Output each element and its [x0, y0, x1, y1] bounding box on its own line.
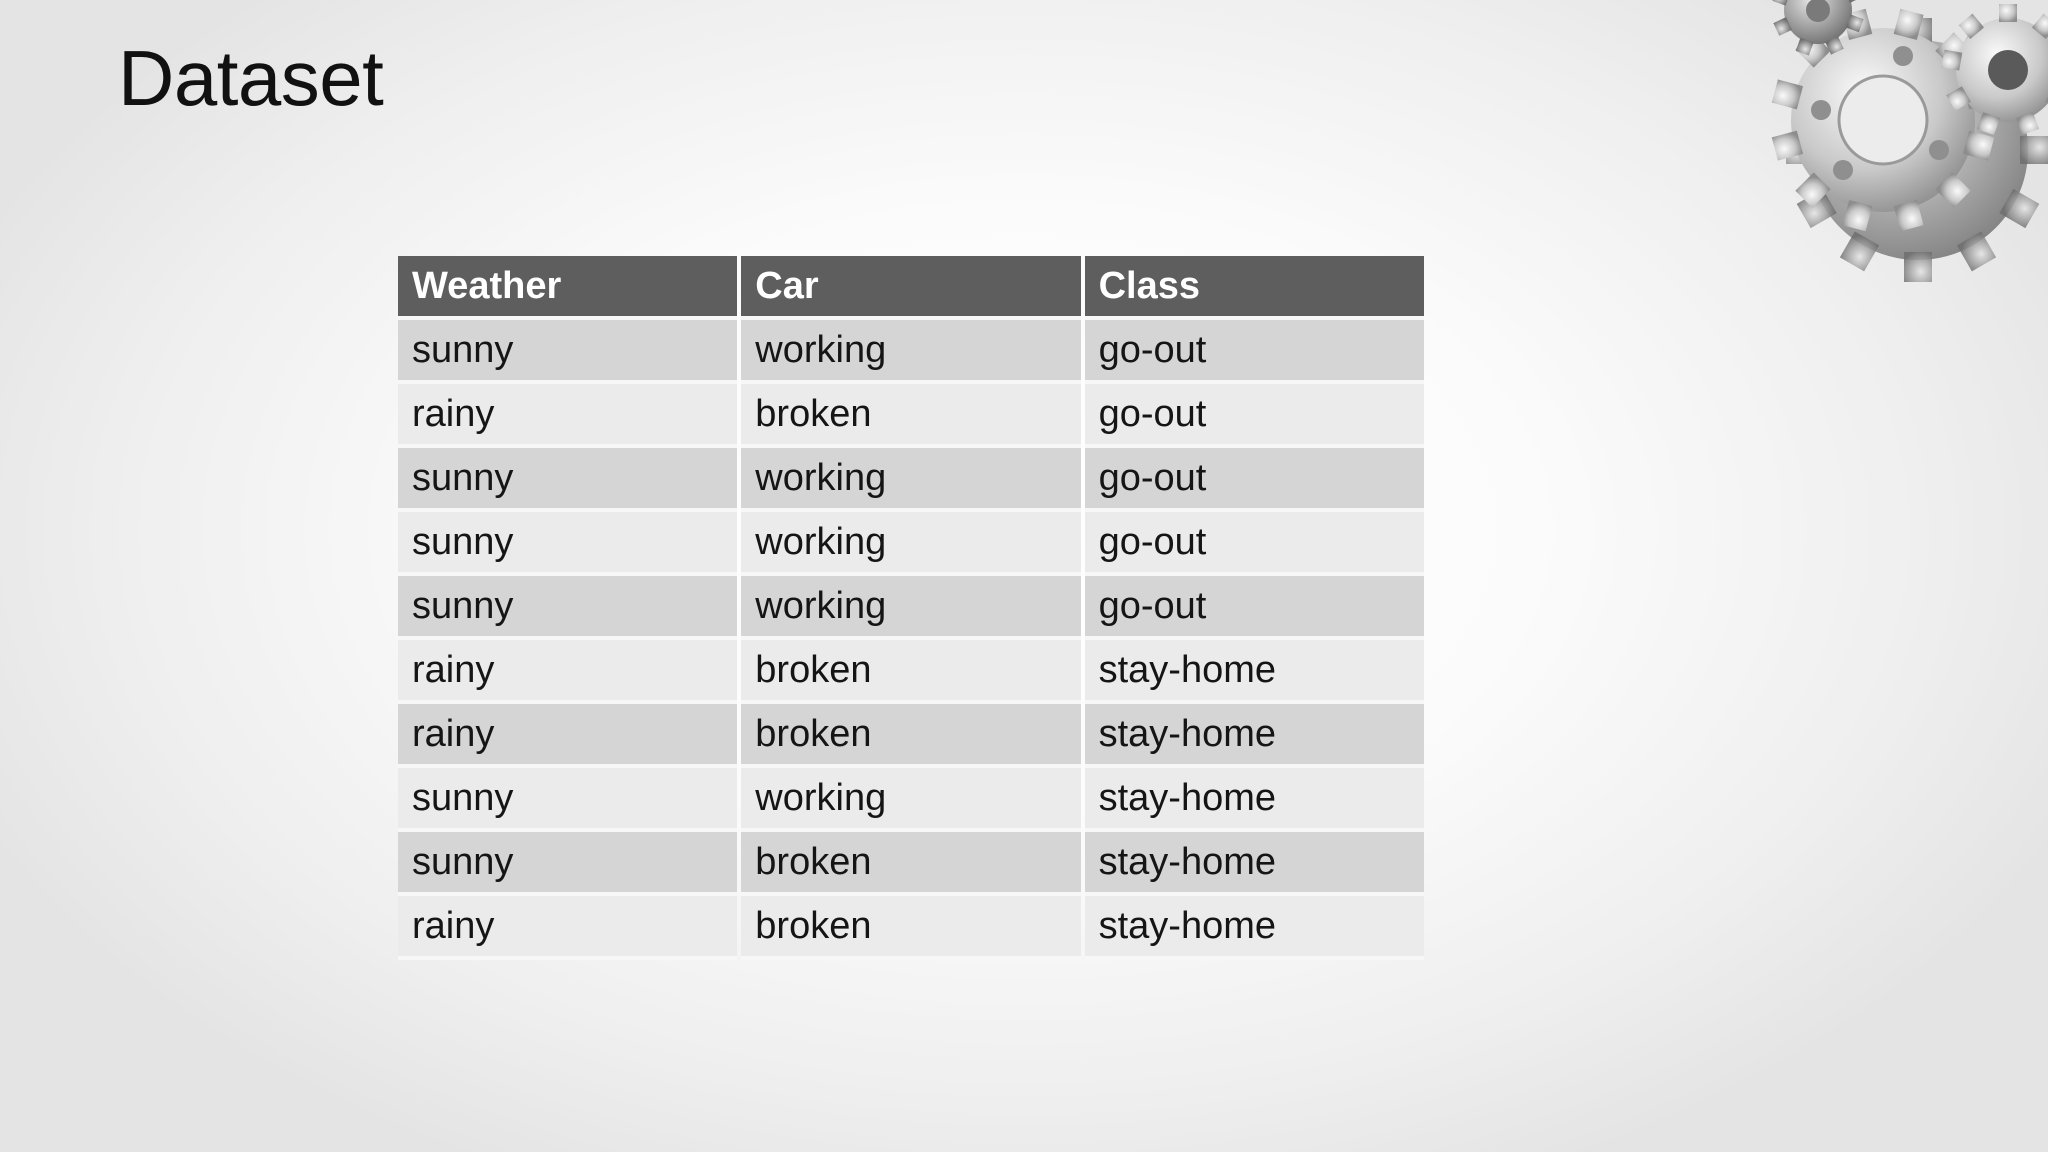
cell-car: working — [741, 448, 1080, 512]
cell-weather: sunny — [398, 448, 737, 512]
table-row — [398, 768, 1424, 832]
cell-car: broken — [741, 832, 1080, 896]
cell-class: go-out — [1085, 384, 1424, 448]
table-row — [398, 576, 1424, 640]
table-row — [398, 320, 1424, 384]
cell-class: stay-home — [1085, 832, 1424, 896]
cell-weather: sunny — [398, 320, 737, 384]
cell-weather: rainy — [398, 640, 737, 704]
cell-car: working — [741, 576, 1080, 640]
dataset-table — [394, 256, 1428, 960]
slide-title: Dataset — [118, 34, 384, 122]
cell-class: stay-home — [1085, 704, 1424, 768]
cell-weather: sunny — [398, 512, 737, 576]
table-row — [398, 704, 1424, 768]
table-row — [398, 832, 1424, 896]
cell-car: working — [741, 320, 1080, 384]
cell-weather: sunny — [398, 832, 737, 896]
gears-icon — [1668, 0, 2048, 300]
table-row — [398, 512, 1424, 576]
cell-weather: sunny — [398, 576, 737, 640]
cell-weather: rainy — [398, 896, 737, 960]
cell-class: stay-home — [1085, 896, 1424, 960]
table-row — [398, 384, 1424, 448]
column-header-car: Car — [741, 256, 1080, 320]
cell-class: go-out — [1085, 512, 1424, 576]
cell-car: broken — [741, 896, 1080, 960]
table-row — [398, 896, 1424, 960]
cell-car: working — [741, 768, 1080, 832]
table-header-row — [398, 256, 1424, 320]
cell-class: go-out — [1085, 576, 1424, 640]
cell-class: stay-home — [1085, 640, 1424, 704]
column-header-weather: Weather — [398, 256, 737, 320]
cell-weather: rainy — [398, 384, 737, 448]
table-row — [398, 640, 1424, 704]
cell-class: go-out — [1085, 320, 1424, 384]
cell-car: working — [741, 512, 1080, 576]
cell-weather: rainy — [398, 704, 737, 768]
cell-class: stay-home — [1085, 768, 1424, 832]
cell-weather: sunny — [398, 768, 737, 832]
cell-car: broken — [741, 704, 1080, 768]
column-header-class: Class — [1085, 256, 1424, 320]
cell-car: broken — [741, 384, 1080, 448]
cell-class: go-out — [1085, 448, 1424, 512]
table-row — [398, 448, 1424, 512]
cell-car: broken — [741, 640, 1080, 704]
